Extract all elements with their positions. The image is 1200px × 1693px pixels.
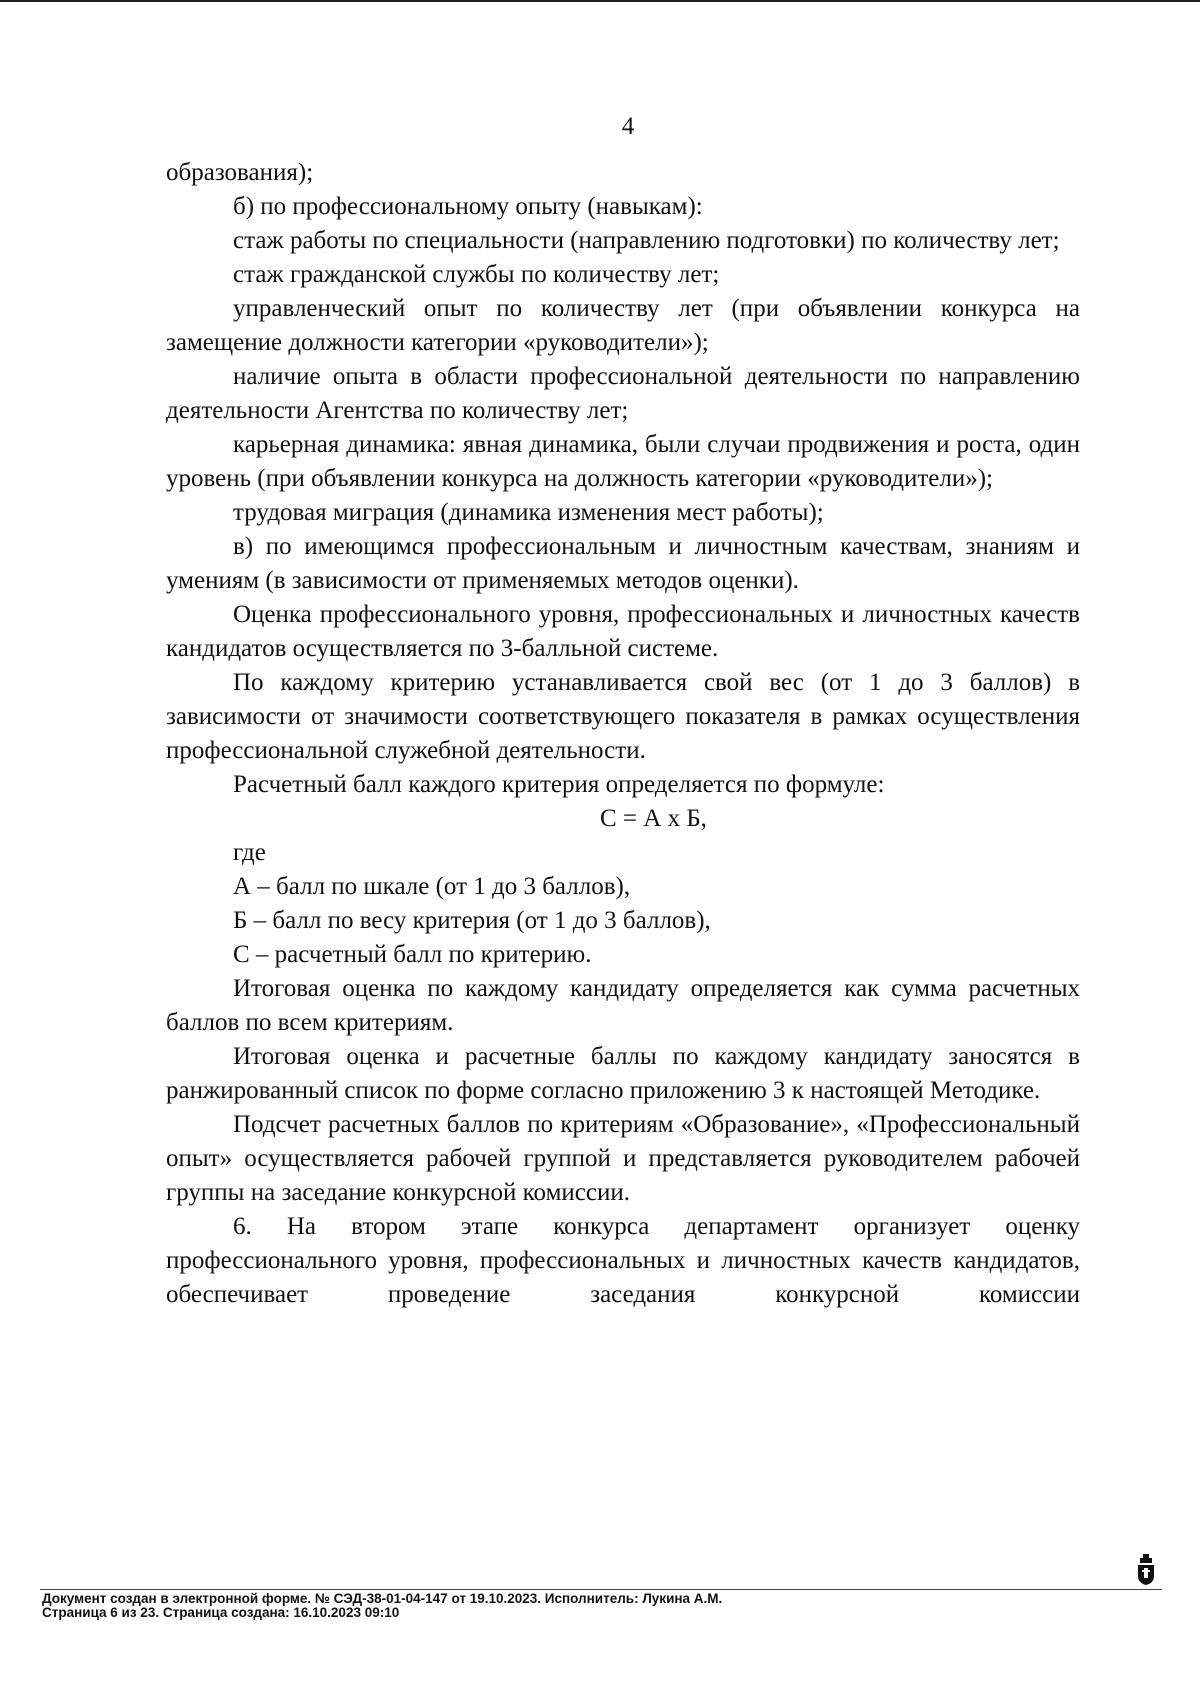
paragraph: управленческий опыт по количеству лет (при объявлении конкурса на замещение должности категории «руководители»); xyxy=(166,295,1080,356)
footer-divider xyxy=(40,1589,1162,1590)
formula: С = А х Б, xyxy=(600,805,707,832)
paragraph: трудовая миграция (динамика изменения мест работы); xyxy=(233,499,824,526)
paragraph: наличие опыта в области профессиональной деятельности по направлению деятельности Агентства по количеству лет; xyxy=(166,363,1080,424)
paragraph: в) по имеющимся профессиональным и личностным качествам, знаниям и умениям (в зависимости от применяемых методов оценки). xyxy=(166,533,1080,594)
paragraph: стаж работы по специальности (направлению подготовки) по количеству лет; xyxy=(233,227,1060,254)
footer-line-document-info: Документ создан в электронной форме. № СЭД-38-01-04-147 от 19.10.2023. Исполнитель: Лукина А.М. xyxy=(42,1591,723,1606)
paragraph: Подсчет расчетных баллов по критериям «Образование», «Профессиональный опыт» осуществляется рабочей группой и представляется руководителем рабочей группы на заседание конкурсной комиссии. xyxy=(166,1111,1080,1206)
coat-of-arms-icon xyxy=(1136,1554,1156,1586)
footer-line-page-info: Страница 6 из 23. Страница создана: 16.10.2023 09:10 xyxy=(42,1605,400,1620)
formula-legend-line: где xyxy=(233,839,266,866)
top-border-line xyxy=(0,0,1200,2)
paragraph: карьерная динамика: явная динамика, были случаи продвижения и роста, один уровень (при объявлении конкурса на должность категории «руководители»); xyxy=(166,431,1080,492)
paragraph: образования); xyxy=(166,159,314,186)
paragraph: По каждому критерию устанавливается свой вес (от 1 до 3 баллов) в зависимости от значимости соответствующего показателя в рамках осуществления профессиональной служебной деятельности. xyxy=(166,669,1080,764)
paragraph: Оценка профессионального уровня, профессиональных и личностных качеств кандидатов осуществляется по 3-балльной системе. xyxy=(166,601,1080,662)
page-number: 4 xyxy=(621,113,635,140)
paragraph: Итоговая оценка по каждому кандидату определяется как сумма расчетных баллов по всем критериям. xyxy=(166,975,1080,1036)
paragraph: б) по профессиональному опыту (навыкам): xyxy=(233,193,703,220)
paragraph: 6. На втором этапе конкурса департамент организует оценку профессионального уровня, профессиональных и личностных качеств кандидатов, обеспечивает проведение заседания конкурсной комиссии xyxy=(166,1213,1080,1308)
paragraph: стаж гражданской службы по количеству лет; xyxy=(233,261,720,288)
document-footer xyxy=(42,1592,1042,1620)
document-body xyxy=(166,156,1080,1312)
formula-legend-line: Б – балл по весу критерия (от 1 до 3 баллов), xyxy=(233,907,711,934)
paragraph: Итоговая оценка и расчетные баллы по каждому кандидату заносятся в ранжированный список по форме согласно приложению 3 к настоящей Методике. xyxy=(166,1043,1080,1104)
formula-legend-line: А – балл по шкале (от 1 до 3 баллов), xyxy=(233,873,631,900)
paragraph: Расчетный балл каждого критерия определяется по формуле: xyxy=(233,771,885,798)
formula-legend-line: С – расчетный балл по критерию. xyxy=(233,941,592,968)
